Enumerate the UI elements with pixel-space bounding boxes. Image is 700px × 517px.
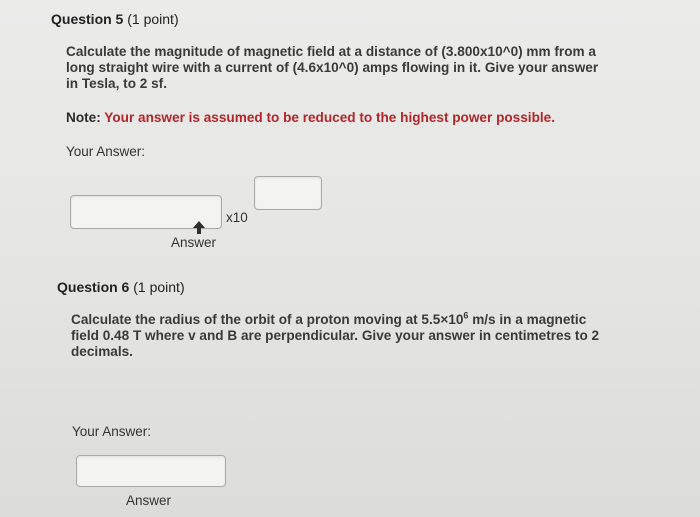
question-6-line-1 (71, 312, 599, 328)
question-5-title (51, 11, 179, 27)
mouse-pointer-icon (193, 221, 205, 235)
question-5-line-1: Calculate the magnitude of magnetic field at a distance of (3.800x10^0) mm from a (66, 44, 596, 59)
question-6-line-1-main: Calculate the radius of the orbit of a proton moving at 5.5×10 (71, 312, 464, 327)
question-6-number: Question 6 (57, 279, 130, 295)
question-5-line-3: in Tesla, to 2 sf. (66, 76, 167, 91)
question-6-exponent: 6 (463, 310, 469, 321)
question-6-answer-label: Answer (126, 493, 172, 508)
question-6-title (57, 279, 185, 295)
question-6-line-2: field 0.48 T where v and B are perpendicular. Give your answer in centimetres to 2 (71, 328, 600, 343)
note-text: Your answer is assumed to be reduced to the highest power possible. (104, 110, 555, 125)
question-6-answer-input[interactable] (76, 455, 226, 487)
question-6-line-3: decimals. (71, 344, 133, 359)
note-label: Note: (66, 110, 101, 125)
question-5-number: Question 5 (51, 11, 124, 27)
question-6-line-1-end: m/s in a magnetic (468, 312, 587, 327)
question-5-exponent-input[interactable] (254, 176, 322, 210)
question-5-line-2: long straight wire with a current of (4.6x10^0) amps flowing in it. Give your answer (66, 60, 599, 75)
question-6-your-answer-label: Your Answer: (72, 424, 152, 439)
question-5-answer-label: Answer (171, 235, 217, 250)
question-5-points: (1 point) (127, 11, 179, 27)
question-6-points: (1 point) (133, 279, 185, 295)
question-5-text (66, 44, 598, 92)
question-5-your-answer-label: Your Answer: (66, 144, 146, 159)
question-5-note (66, 110, 555, 125)
question-6-text (71, 312, 599, 360)
x10-label: x10 (226, 210, 248, 225)
